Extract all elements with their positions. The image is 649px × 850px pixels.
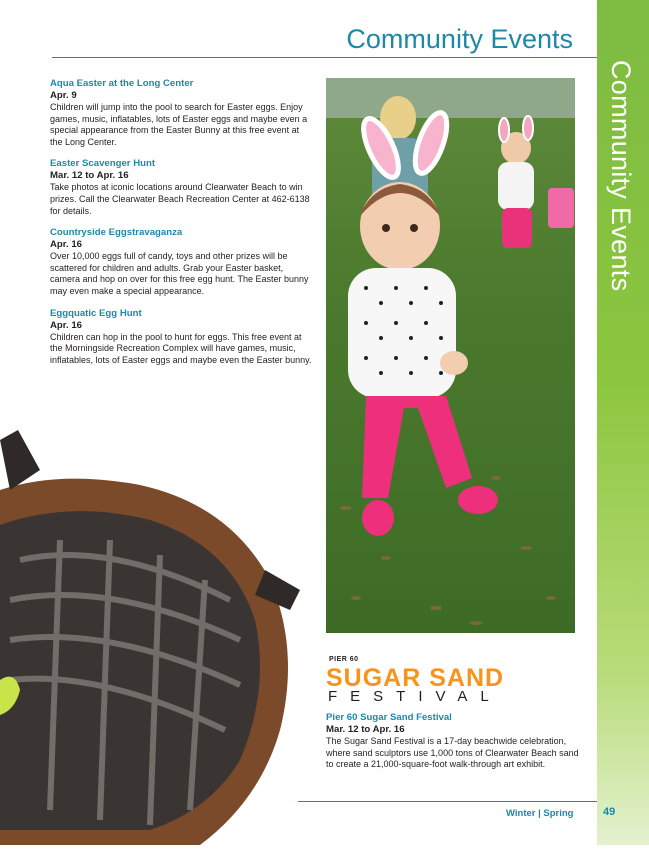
event-date: Apr. 9 (50, 90, 77, 101)
event-eggquatic (50, 308, 312, 367)
footer-season: Winter | Spring (506, 808, 574, 819)
event-date: Apr. 16 (50, 319, 82, 331)
event-description: Children will jump into the pool to search for Easter eggs. Enjoy games, music, inflatables, lots of Easter eggs and maybe even a special appearance from the Easter Bunny at this free event at the Long Center. (50, 102, 308, 147)
baseball-glove-image (0, 430, 310, 845)
event-date: Mar. 12 to Apr. 16 (50, 170, 129, 182)
featured-title: Pier 60 Sugar Sand Festival (326, 712, 452, 723)
page-title: Community Events (346, 24, 573, 54)
footer-divider (298, 801, 597, 802)
featured-description: The Sugar Sand Festival is a 17-day beachwide celebration, where sand sculptors use 1,000 tons of Clearwater Beach sand to create a 21,000-square-foot walk-through art exhibit. (326, 736, 579, 770)
sidebar-title-text: Community Events (606, 60, 636, 292)
featured-date: Mar. 12 to Apr. 16 (326, 724, 405, 735)
event-description: Take photos at iconic locations around Clearwater Beach to win prizes. Call the Clearwater Beach Recreation Center at 462-6138 for details. (50, 182, 310, 216)
title-divider (52, 57, 597, 58)
sidebar-title (597, 0, 649, 845)
event-description: Children can hop in the pool to hunt for eggs. This free event at the Morningside Recreation Complex will have games, music, inflatables, lots of Easter eggs and maybe even the Easter bunny. (50, 331, 312, 365)
page-number: 49 (603, 806, 616, 818)
event-description: Over 10,000 eggs full of candy, toys and other prizes will be scattered for children and adults. Grab your Easter basket, camera and hop on over for this free egg hunt. The Easter bunny may even make a special appearance. (50, 251, 309, 296)
event-date: Apr. 16 (50, 239, 82, 251)
event-eggstravaganza (50, 227, 312, 297)
baseball-glove-illustration (0, 430, 310, 845)
easter-photo (326, 78, 575, 633)
event-title: Easter Scavenger Hunt (50, 158, 156, 170)
event-title: Aqua Easter at the Long Center (50, 78, 194, 89)
event-title: Eggquatic Egg Hunt (50, 307, 142, 319)
logo-main-text: SUGAR SAND (326, 664, 505, 692)
easter-photo-illustration (326, 78, 575, 633)
event-title: Countryside Eggstravaganza (50, 227, 183, 239)
logo-pier-text: PIER 60 (329, 656, 359, 663)
featured-event (326, 712, 588, 771)
event-aqua-easter (50, 78, 312, 148)
logo-sub-text: FESTIVAL (328, 688, 502, 705)
events-list (50, 78, 312, 376)
event-scavenger-hunt (50, 158, 312, 217)
sugar-sand-festival-logo (326, 656, 505, 706)
